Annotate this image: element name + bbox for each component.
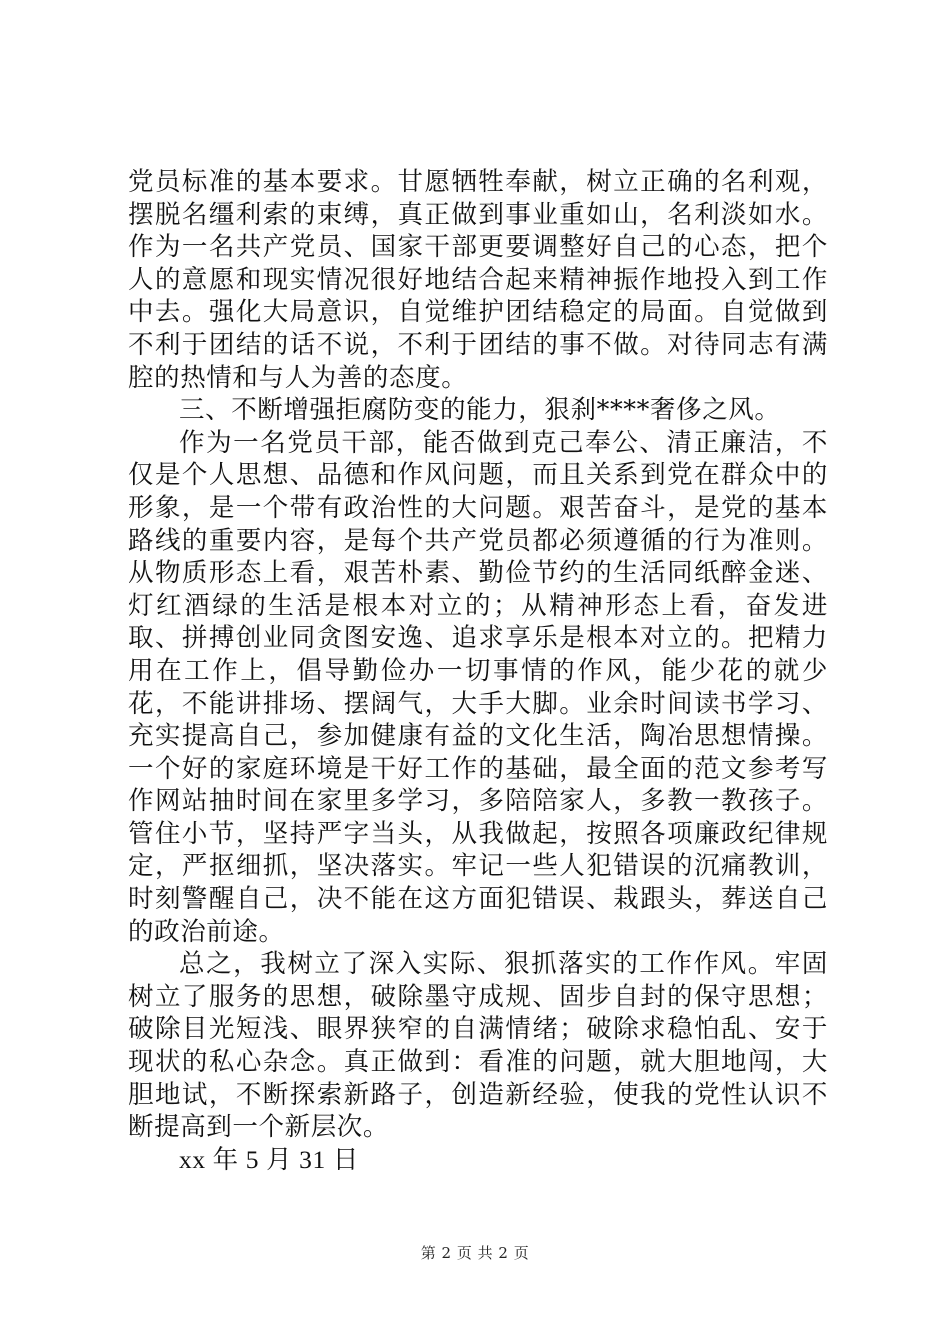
document-body — [128, 166, 828, 1176]
paragraph-integrity: 作为一名党员干部，能否做到克己奉公、清正廉洁，不仅是个人思想、品德和作风问题，而且关系到党在群众中的形象，是一个带有政治性的大问题。艰苦奋斗，是党的基本路线的重要内容，是每个共产党员都必须遵循的行为准则。从物质形态上看，艰苦朴素、勤俭节约的生活同纸醉金迷、灯红酒绿的生活是根本对立的；从精神形态上看，奋发进取、拼搏创业同贪图安逸、追求享乐是根本对立的。把精力用在工作上，倡导勤俭办一切事情的作风，能少花的就少花，不能讲排场、摆阔气，大手大脚。业余时间读书学习、充实提高自己，参加健康有益的文化生活，陶冶思想情操。一个好的家庭环境是干好工作的基础，最全面的范文参考写作网站抽时间在家里多学习，多陪陪家人，多教一教孩子。管住小节，坚持严字当头，从我做起，按照各项廉政纪律规定，严抠细抓，坚决落实。牢记一些人犯错误的沉痛教训，时刻警醒自己，决不能在这方面犯错误、栽跟头，葬送自己的政治前途。 — [128, 427, 828, 947]
section-heading: 三、不断增强拒腐防变的能力，狠刹****奢侈之风。 — [179, 395, 781, 426]
document-date: xx 年 5 月 31 日 — [179, 1144, 359, 1174]
paragraph-summary: 总之，我树立了深入实际、狠抓落实的工作作风。牢固树立了服务的思想，破除墨守成规、固步自封的保守思想；破除目光短浅、眼界狭窄的自满情绪；破除求稳怕乱、安于现状的私心杂念。真正做到：看准的问题，就大胆地闯，大胆地试，不断探索新路子，创造新经验，使我的党性认识不断提高到一个新层次。 — [128, 949, 828, 1143]
page-footer: 第 2 页 共 2 页 — [420, 1244, 530, 1262]
paragraph-continuation: 党员标准的基本要求。甘愿牺牲奉献，树立正确的名利观，摆脱名缰利索的束缚，真正做到事业重如山，名利淡如水。作为一名共产党员、国家干部更要调整好自己的心态，把个人的意愿和现实情况很好地结合起来精神振作地投入到工作中去。强化大局意识，自觉维护团结稳定的局面。自觉做到不利于团结的话不说，不利于团结的事不做。对待同志有满腔的热情和与人为善的态度。 — [128, 167, 828, 393]
